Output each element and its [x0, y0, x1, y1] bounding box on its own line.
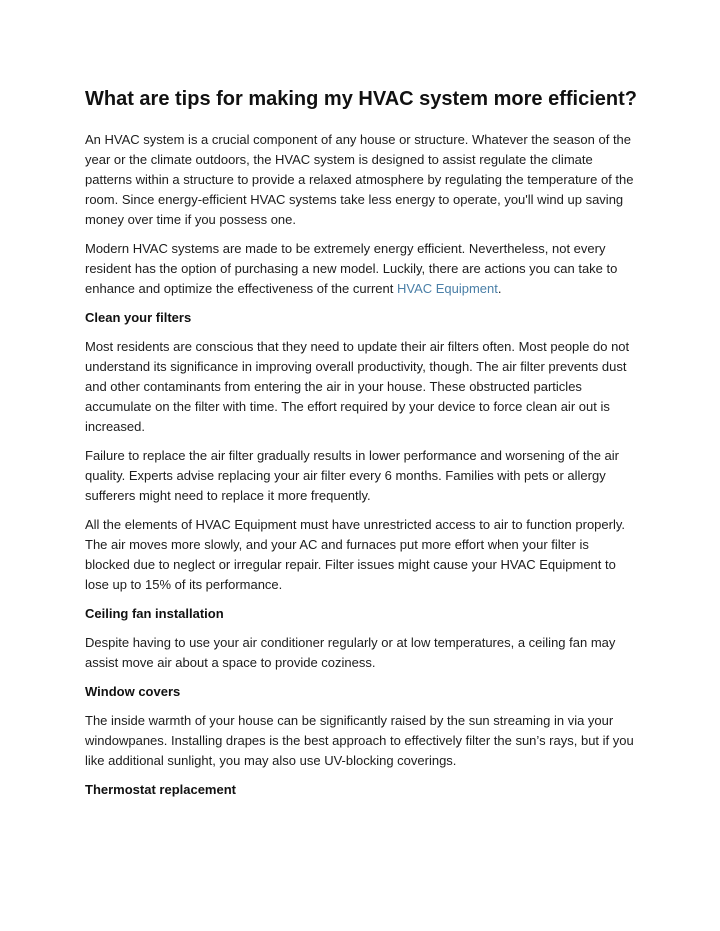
intro-paragraph-2-text: Modern HVAC systems are made to be extremely energy efficient. Nevertheless, not every resident has the option of purchasing a new model. Luckily, there are actions you can take to enhance and optimize the effectiveness of the current — [85, 241, 618, 296]
section-heading-ceiling-fan: Ceiling fan installation — [85, 606, 224, 621]
section-paragraph: The inside warmth of your house can be significantly raised by the sun streaming in via your windowpanes. Installing drapes is the best approach to effectively filter the sun’s rays, but if you like additional sunlight, you may also use UV-blocking coverings. — [85, 713, 634, 768]
section-paragraph: Most residents are conscious that they need to update their air filters often. Most people do not understand its significance in improving overall productivity, though. The air filter prevents dust and other contaminants from entering the air in your house. These obstructed particles accumulate on the filter with time. The effort required by your device to force clean air out is increased. — [85, 339, 630, 434]
section-heading-window-covers: Window covers — [85, 684, 181, 699]
section-heading-clean-filters: Clean your filters — [85, 310, 192, 325]
section-paragraph: Failure to replace the air filter gradually results in lower performance and worsening of the air quality. Experts advise replacing your air filter every 6 months. Families with pets or allergy sufferers might need to replace it more frequently. — [85, 448, 619, 503]
section-heading-thermostat: Thermostat replacement — [85, 782, 236, 797]
section-paragraph: Despite having to use your air conditioner regularly or at low temperatures, a ceiling fan may assist move air about a space to provide coziness. — [85, 635, 616, 670]
intro-paragraph-1: An HVAC system is a crucial component of any house or structure. Whatever the season of the year or the climate outdoors, the HVAC system is designed to assist regulate the climate patterns within a structure to provide a relaxed atmosphere by regulating the temperature of the room. Since energy-efficient HVAC systems take less energy to operate, you'll wind up saving money over time if you possess one. — [85, 132, 634, 227]
intro-paragraph-2-end: . — [497, 281, 502, 296]
intro-paragraph-2 — [85, 239, 637, 299]
document-page — [85, 84, 637, 809]
page-title: What are tips for making my HVAC system more efficient? — [85, 88, 637, 110]
hvac-equipment-link[interactable]: HVAC Equipment — [396, 281, 498, 296]
section-paragraph: All the elements of HVAC Equipment must have unrestricted access to air to function properly. The air moves more slowly, and your AC and furnaces put more effort when your filter is blocked due to neglect or irregular repair. Filter issues might cause your HVAC Equipment to lose up to 15% of its performance. — [85, 517, 625, 592]
